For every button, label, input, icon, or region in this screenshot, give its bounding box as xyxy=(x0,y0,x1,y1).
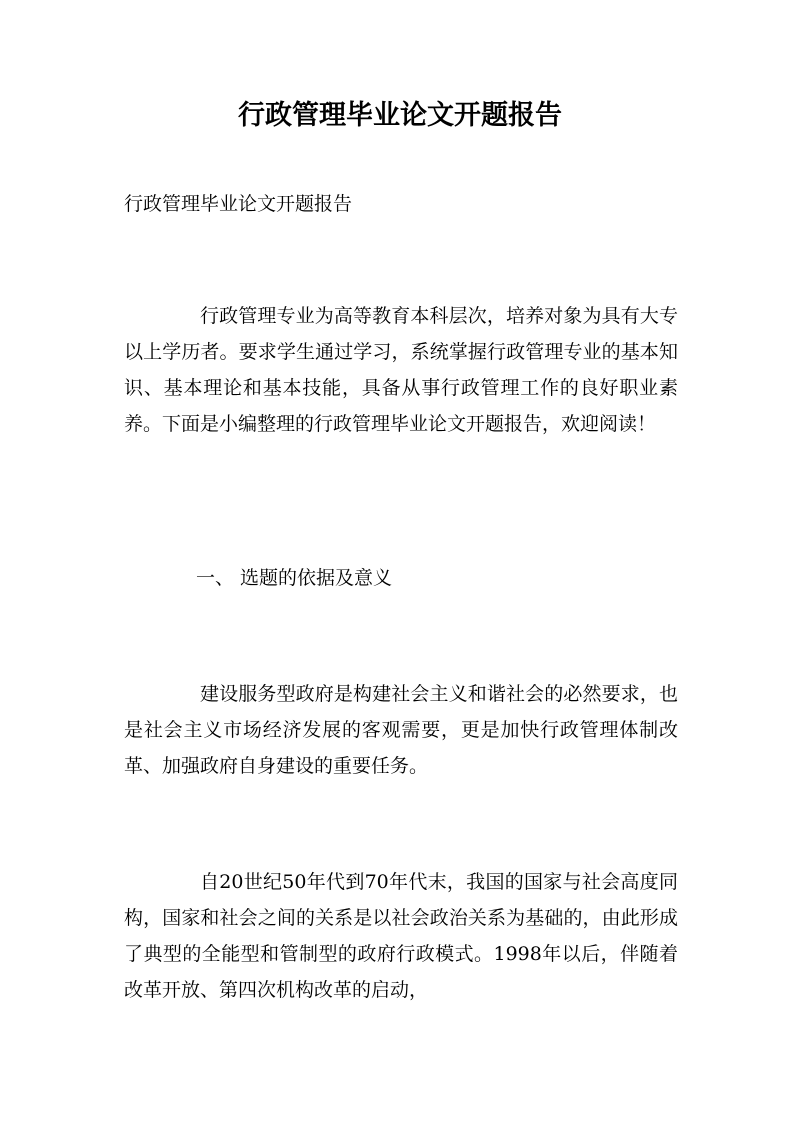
section-heading: 一、 选题的依据及意义 xyxy=(196,567,393,589)
intro-paragraph: 行政管理专业为高等教育本科层次，培养对象为具有大专以上学历者。要求学生通过学习，系统掌握行政管理专业的基本知识、基本理论和基本技能，具备从事行政管理工作的良好职业素养。下面是小编整理的行政管理毕业论文开题报告，欢迎阅读！ xyxy=(124,305,678,435)
document-subtitle: 行政管理毕业论文开题报告 xyxy=(124,193,353,215)
body-paragraph-1: 建设服务型政府是构建社会主义和谐社会的必然要求，也是社会主义市场经济发展的客观需要，更是加快行政管理体制改革、加强政府自身建设的重要任务。 xyxy=(124,683,678,777)
body-paragraph-2: 自20世纪50年代到70年代末，我国的国家与社会高度同构，国家和社会之间的关系是以社会政治关系为基础的，由此形成了典型的全能型和管制型的政府行政模式。1998年以后，伴随着改革开放、第四次机构改革的启动， xyxy=(124,871,678,1001)
document-title: 行政管理毕业论文开题报告 xyxy=(238,100,562,131)
